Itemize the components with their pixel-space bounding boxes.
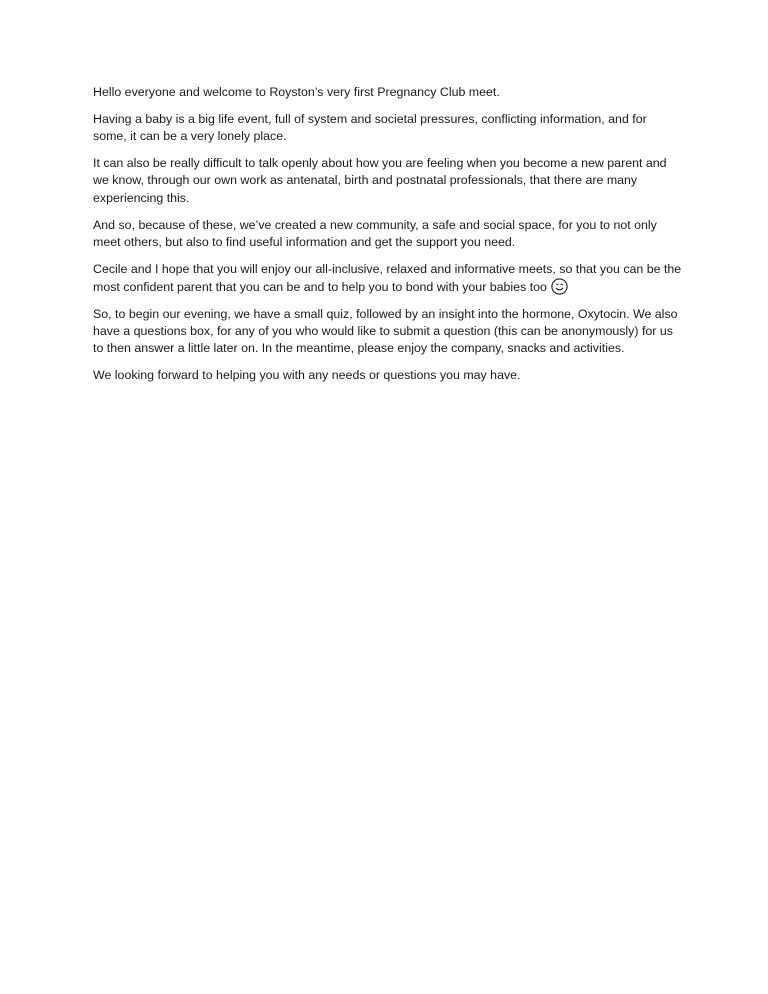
paragraph-evening-plan: So, to begin our evening, we have a small quiz, followed by an insight into the hormone, Oxytocin. We also have a questions box, for any of you who would like to submit a question (this can be anonymously) for us to then answer a little later on. In the meantime, please enjoy the company, snacks and activities. bbox=[93, 307, 678, 356]
paragraph-enjoy-meets-text: Cecile and I hope that you will enjoy our all-inclusive, relaxed and informative meets, so that you can be the most confident parent that you can be and to help you to bond with your babies too bbox=[93, 261, 682, 295]
paragraph-welcome: Hello everyone and welcome to Royston’s very first Pregnancy Club meet. bbox=[93, 85, 500, 99]
paragraph-big-life-event: Having a baby is a big life event, full of system and societal pressures, conflicting information, and for some, it can be a very lonely place. bbox=[93, 112, 647, 144]
document-body bbox=[93, 84, 683, 394]
paragraph-enjoy-meets bbox=[93, 261, 683, 296]
paragraph-new-community: And so, because of these, we’ve created a new community, a safe and social space, for you to not only meet others, but also to find useful information and get the support you need. bbox=[93, 217, 657, 249]
smiley-face-icon bbox=[551, 278, 568, 295]
paragraph-closing: We looking forward to helping you with any needs or questions you may have. bbox=[93, 368, 521, 383]
paragraph-talk-openly: It can also be really difficult to talk openly about how you are feeling when you become a new parent and we know, through our own work as antenatal, birth and postnatal professionals, that there are many experiencing this. bbox=[93, 156, 667, 205]
